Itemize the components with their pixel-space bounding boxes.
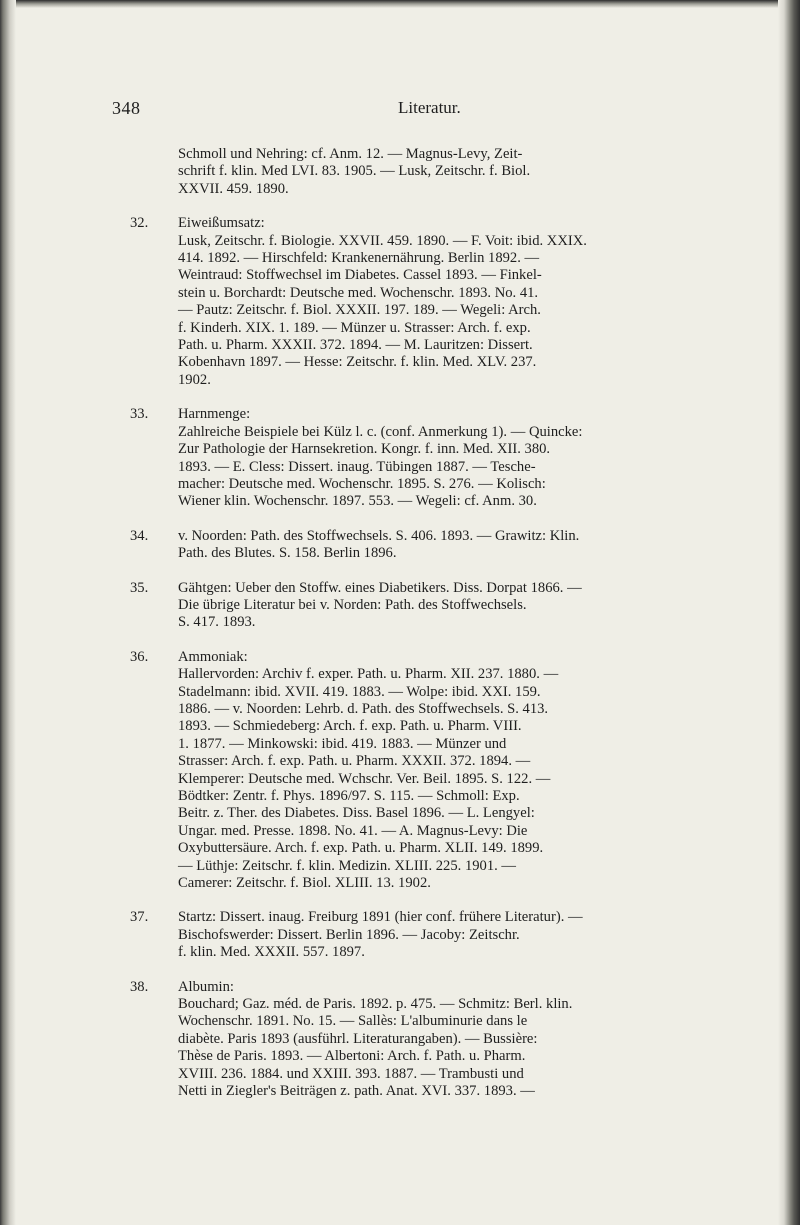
entry-37 [130, 909, 770, 961]
page-left-edge [0, 0, 16, 1225]
entry-33 [130, 406, 770, 510]
entry-heading: Ammoniak: [178, 648, 248, 665]
text-line: 1886. — v. Noorden: Lehrb. d. Path. des Stoffwechsels. S. 413. [178, 700, 549, 717]
entry-number: 32. [130, 215, 149, 232]
text-line: f. klin. Med. XXXII. 557. 1897. [178, 944, 365, 961]
text-line: Weintraud: Stoffwechsel im Diabetes. Cassel 1893. — Finkel- [178, 267, 542, 284]
entry-number: 35. [130, 579, 149, 596]
entry-number: 38. [130, 978, 149, 995]
intro-paragraph [178, 146, 770, 198]
text-line: 1. 1877. — Minkowski: ibid. 419. 1883. — Münzer und [178, 735, 507, 752]
text-line: diabète. Paris 1893 (ausführl. Literaturangaben). — Bussière: [178, 1030, 538, 1047]
text-line: Die übrige Literatur bei v. Norden: Path. des Stoffwechsels. [178, 596, 527, 613]
text-line: 1902. [178, 371, 211, 388]
text-line: stein u. Borchardt: Deutsche med. Wochenschr. 1893. No. 41. [178, 284, 539, 301]
text-line: XVIII. 236. 1884. und XXIII. 393. 1887. — Trambusti und [178, 1065, 524, 1082]
text-line: Schmoll und Nehring: cf. Anm. 12. — Magnus-Levy, Zeit- [178, 146, 523, 162]
entry-32 [130, 215, 770, 389]
entry-heading: Eiweißumsatz: [178, 215, 265, 232]
text-line: Oxybuttersäure. Arch. f. exp. Path. u. Pharm. XLII. 149. 1899. [178, 840, 544, 857]
text-line: S. 417. 1893. [178, 614, 256, 631]
entry-number: 33. [130, 406, 149, 423]
running-head: Literatur. [398, 98, 461, 117]
text-line: Path. u. Pharm. XXXII. 372. 1894. — M. Lauritzen: Dissert. [178, 337, 533, 354]
text-line: Kobenhavn 1897. — Hesse: Zeitschr. f. klin. Med. XLV. 237. [178, 354, 537, 371]
text-line: v. Noorden: Path. des Stoffwechsels. S. 406. 1893. — Grawitz: Klin. [178, 527, 580, 544]
text-line: — Lüthje: Zeitschr. f. klin. Medizin. XLIII. 225. 1901. — [178, 857, 517, 874]
text-line: Path. des Blutes. S. 158. Berlin 1896. [178, 545, 397, 562]
text-line: Beitr. z. Ther. des Diabetes. Diss. Basel 1896. — L. Lengyel: [178, 805, 535, 822]
text-line: Startz: Dissert. inaug. Freiburg 1891 (hier conf. frühere Literatur). — [178, 909, 583, 926]
text-line: Lusk, Zeitschr. f. Biologie. XXVII. 459. 1890. — F. Voit: ibid. XXIX. [178, 232, 587, 249]
page-right-edge [778, 0, 800, 1225]
text-line: Strasser: Arch. f. exp. Path. u. Pharm. XXXII. 372. 1894. — [178, 753, 531, 770]
entry-number: 36. [130, 648, 149, 665]
bibliography [130, 146, 770, 1101]
text-line: XXVII. 459. 1890. [178, 180, 289, 197]
text-line: f. Kinderh. XIX. 1. 189. — Münzer u. Strasser: Arch. f. exp. [178, 319, 531, 336]
text-line: Thèse de Paris. 1893. — Albertoni: Arch. f. Path. u. Pharm. [178, 1048, 526, 1065]
text-line: Ungar. med. Presse. 1898. No. 41. — A. Magnus-Levy: Die [178, 822, 528, 839]
entry-35 [130, 580, 770, 632]
entry-38 [130, 979, 770, 1101]
entry-number: 37. [130, 909, 149, 926]
text-line: Hallervorden: Archiv f. exper. Path. u. Pharm. XII. 237. 1880. — [178, 666, 559, 683]
text-line: Bouchard; Gaz. méd. de Paris. 1892. p. 475. — Schmitz: Berl. klin. [178, 996, 573, 1013]
page-header [0, 98, 800, 124]
text-line: 1893. — Schmiedeberg: Arch. f. exp. Path. u. Pharm. VIII. [178, 718, 522, 735]
text-line: Klemperer: Deutsche med. Wchschr. Ver. Beil. 1895. S. 122. — [178, 770, 551, 787]
entry-34 [130, 528, 770, 563]
text-line: Stadelmann: ibid. XVII. 419. 1883. — Wolpe: ibid. XXI. 159. [178, 683, 541, 700]
text-line: Bödtker: Zentr. f. Phys. 1896/97. S. 115. — Schmoll: Exp. [178, 788, 520, 804]
text-line: macher: Deutsche med. Wochenschr. 1895. S. 276. — Kolisch: [178, 475, 546, 492]
page-top-edge [0, 0, 800, 8]
page-number: 348 [112, 98, 141, 118]
text-line: 1893. — E. Cless: Dissert. inaug. Tübingen 1887. — Tesche- [178, 458, 536, 475]
text-line: Bischofswerder: Dissert. Berlin 1896. — Jacoby: Zeitschr. [178, 926, 520, 943]
entry-number: 34. [130, 527, 149, 544]
entry-heading: Albumin: [178, 978, 234, 995]
entry-36 [130, 649, 770, 893]
text-line: Camerer: Zeitschr. f. Biol. XLIII. 13. 1902. [178, 875, 431, 892]
text-line: Zur Pathologie der Harnsekretion. Kongr. f. inn. Med. XII. 380. [178, 441, 551, 458]
text-line: schrift f. klin. Med LVI. 83. 1905. — Lusk, Zeitschr. f. Biol. [178, 163, 531, 180]
text-line: Gähtgen: Ueber den Stoffw. eines Diabetikers. Diss. Dorpat 1866. — [178, 579, 582, 596]
text-line: Zahlreiche Beispiele bei Külz l. c. (conf. Anmerkung 1). — Quincke: [178, 423, 583, 440]
text-line: — Pautz: Zeitschr. f. Biol. XXXII. 197. 189. — Wegeli: Arch. [178, 302, 541, 319]
text-line: Wiener klin. Wochenschr. 1897. 553. — Wegeli: cf. Anm. 30. [178, 493, 537, 510]
text-line: 414. 1892. — Hirschfeld: Krankenernährung. Berlin 1892. — [178, 250, 540, 267]
text-line: Wochenschr. 1891. No. 15. — Sallès: L'albuminurie dans le [178, 1013, 528, 1030]
entry-heading: Harnmenge: [178, 406, 251, 423]
text-line: Netti in Ziegler's Beiträgen z. path. Anat. XVI. 337. 1893. — [178, 1083, 535, 1100]
